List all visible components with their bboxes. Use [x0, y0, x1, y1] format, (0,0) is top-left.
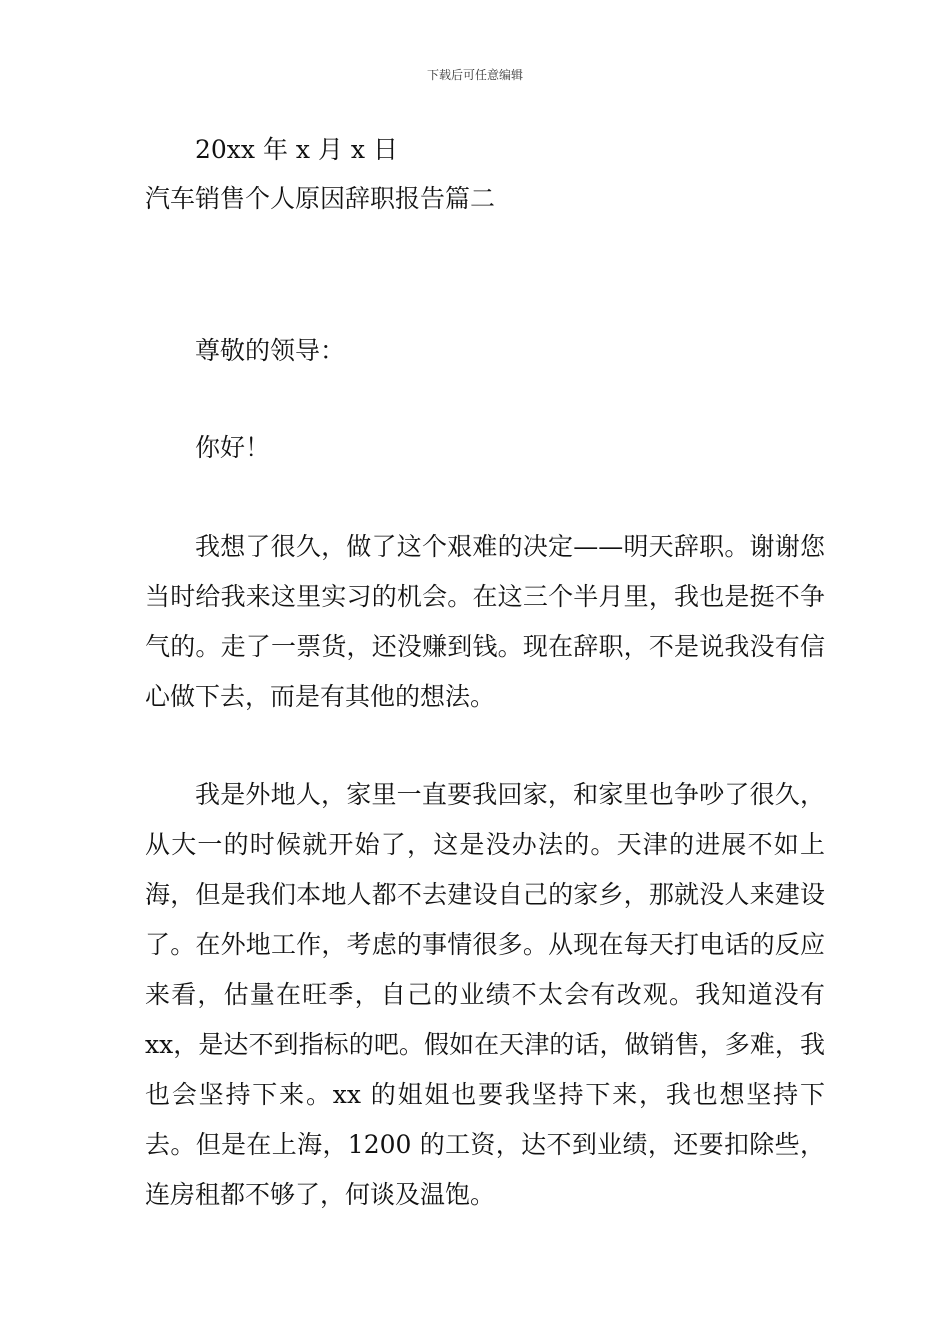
salutation: 尊敬的领导： — [195, 336, 346, 365]
greeting: 你好！ — [195, 433, 271, 462]
paragraph-1: 我想了很久，做了这个艰难的决定——明天辞职。谢谢您当时给我来这里实习的机会。在这三个半月里，我也是挺不争气的。走了一票货，还没赚到钱。现在辞职，不是说我没有信心做下去，而是有其他的想法。 — [145, 532, 825, 711]
page-header-note: 下载后可任意编辑 — [426, 68, 523, 82]
date-line: 20xx 年 x 月 x 日 — [195, 135, 398, 164]
document-title: 汽车销售个人原因辞职报告篇二 — [145, 184, 496, 213]
paragraph-2: 我是外地人，家里一直要我回家，和家里也争吵了很久，从大一的时候就开始了，这是没办法的。天津的进展不如上海，但是我们本地人都不去建设自己的家乡，那就没人来建设了。在外地工作，考虑的事情很多。从现在每天打电话的反应来看，估量在旺季，自己的业绩不太会有改观。我知道没有 xx，是达不到指标的吧。假如在天津的话，做销售，多难，我也会坚持下来。xx 的姐姐也要我坚持下来，我也想坚持下去。但是在上海，1200 的工资，达不到业绩，还要扣除些，连房租都不够了，何谈及温饱。 — [145, 780, 825, 1209]
